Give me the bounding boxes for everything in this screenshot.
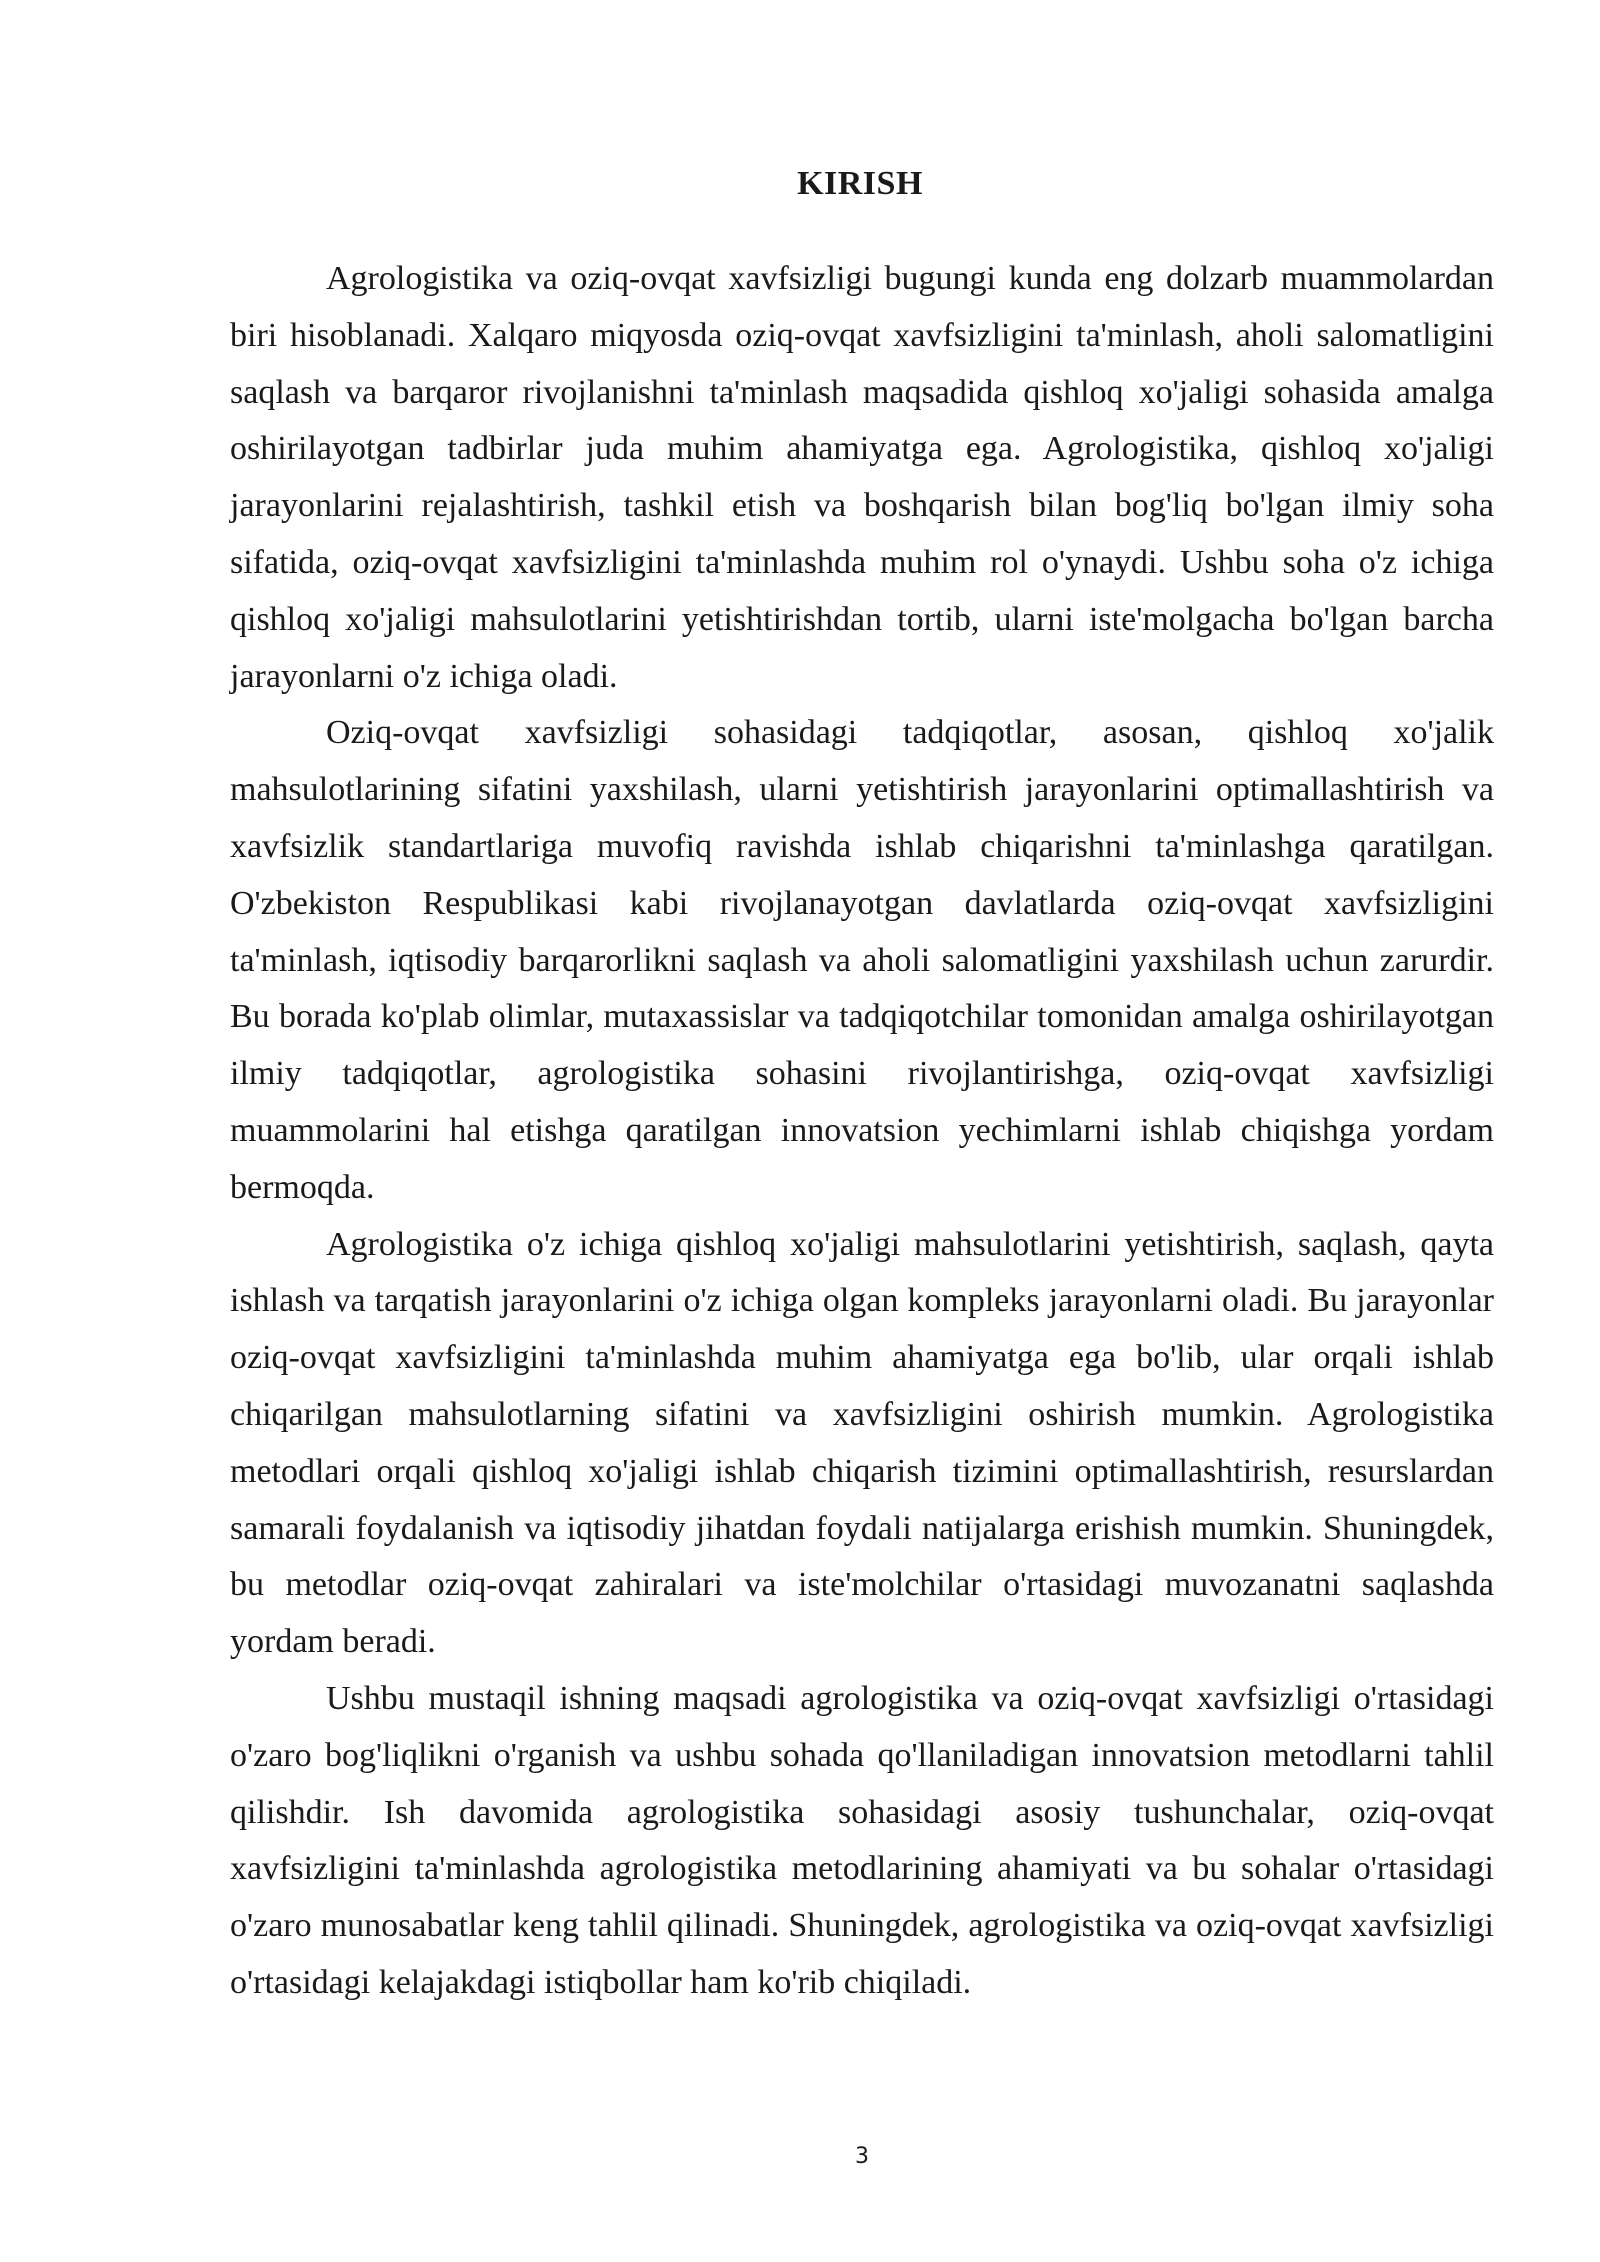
paragraph-2: Oziq-ovqat xavfsizligi sohasidagi tadqiqotlar, asosan, qishloq xo'jalik mahsulotlarining sifatini yaxshilash, ularni yetishtirish jarayonlarini optimallashtirish va xavfsizlik standartlariga muvofiq ravishda ishlab chiqarishni ta'minlashga qaratilgan. O'zbekiston Respublikasi kabi rivojlanayotgan davlatlarda oziq-ovqat xavfsizligini ta'minlash, iqtisodiy barqarorlikni saqlash va aholi salomatligini yaxshilash uchun zarurdir. Bu borada ko'plab olimlar, mutaxassislar va tadqiqotchilar tomonidan amalga oshirilayotgan ilmiy tadqiqotlar, agrologistika sohasini rivojlantirishga, oziq-ovqat xavfsizligi muammolarini hal etishga qaratilgan innovatsion yechimlarni ishlab chiqishga yordam bermoqda. xyxy=(230,714,1494,1206)
paragraph-1: Agrologistika va oziq-ovqat xavfsizligi bugungi kunda eng dolzarb muammolardan biri hisoblanadi. Xalqaro miqyosda oziq-ovqat xavfsizligini ta'minlash, aholi salomatligini saqlash va barqaror rivojlanishni ta'minlash maqsadida qishloq xo'jaligi sohasida amalga oshirilayotgan tadbirlar juda muhim ahamiyatga ega. Agrologistika, qishloq xo'jaligi jarayonlarini rejalashtirish, tashkil etish va boshqarish bilan bog'liq bo'lgan ilmiy soha sifatida, oziq-ovqat xavfsizligini ta'minlashda muhim rol o'ynaydi. Ushbu soha o'z ichiga qishloq xo'jaligi mahsulotlarini yetishtirishdan tortib, ularni iste'molgacha bo'lgan barcha jarayonlarni o'z ichiga oladi. xyxy=(230,260,1494,695)
section-heading: KIRISH xyxy=(797,165,923,202)
body-text xyxy=(230,251,1494,2012)
page-number: 3 xyxy=(855,2144,869,2169)
paragraph-3: Agrologistika o'z ichiga qishloq xo'jaligi mahsulotlarini yetishtirish, saqlash, qayta ishlash va tarqatish jarayonlarini o'z ichiga olgan kompleks jarayonlarni oladi. Bu jarayonlar oziq-ovqat xavfsizligini ta'minlashda muhim ahamiyatga ega bo'lib, ular orqali ishlab chiqarilgan mahsulotlarning sifatini va xavfsizligini oshirish mumkin. Agrologistika metodlari orqali qishloq xo'jaligi ishlab chiqarish tizimini optimallashtirish, resurslardan samarali foydalanish va iqtisodiy jihatdan foydali natijalarga erishish mumkin. Shuningdek, bu metodlar oziq-ovqat zahiralari va iste'molchilar o'rtasidagi muvozanatni saqlashda yordam beradi. xyxy=(230,1225,1494,1661)
paragraph-4: Ushbu mustaqil ishning maqsadi agrologistika va oziq-ovqat xavfsizligi o'rtasidagi o'zaro bog'liqlikni o'rganish va ushbu sohada qo'llaniladigan innovatsion metodlarni tahlil qilishdir. Ish davomida agrologistika sohasidagi asosiy tushunchalar, oziq-ovqat xavfsizligini ta'minlashda agrologistika metodlarining ahamiyati va bu sohalar o'rtasidagi o'zaro munosabatlar keng tahlil qilinadi. Shuningdek, agrologistika va oziq-ovqat xavfsizligi o'rtasidagi kelajakdagi istiqbollar ham ko'rib chiqiladi. xyxy=(230,1679,1494,2001)
